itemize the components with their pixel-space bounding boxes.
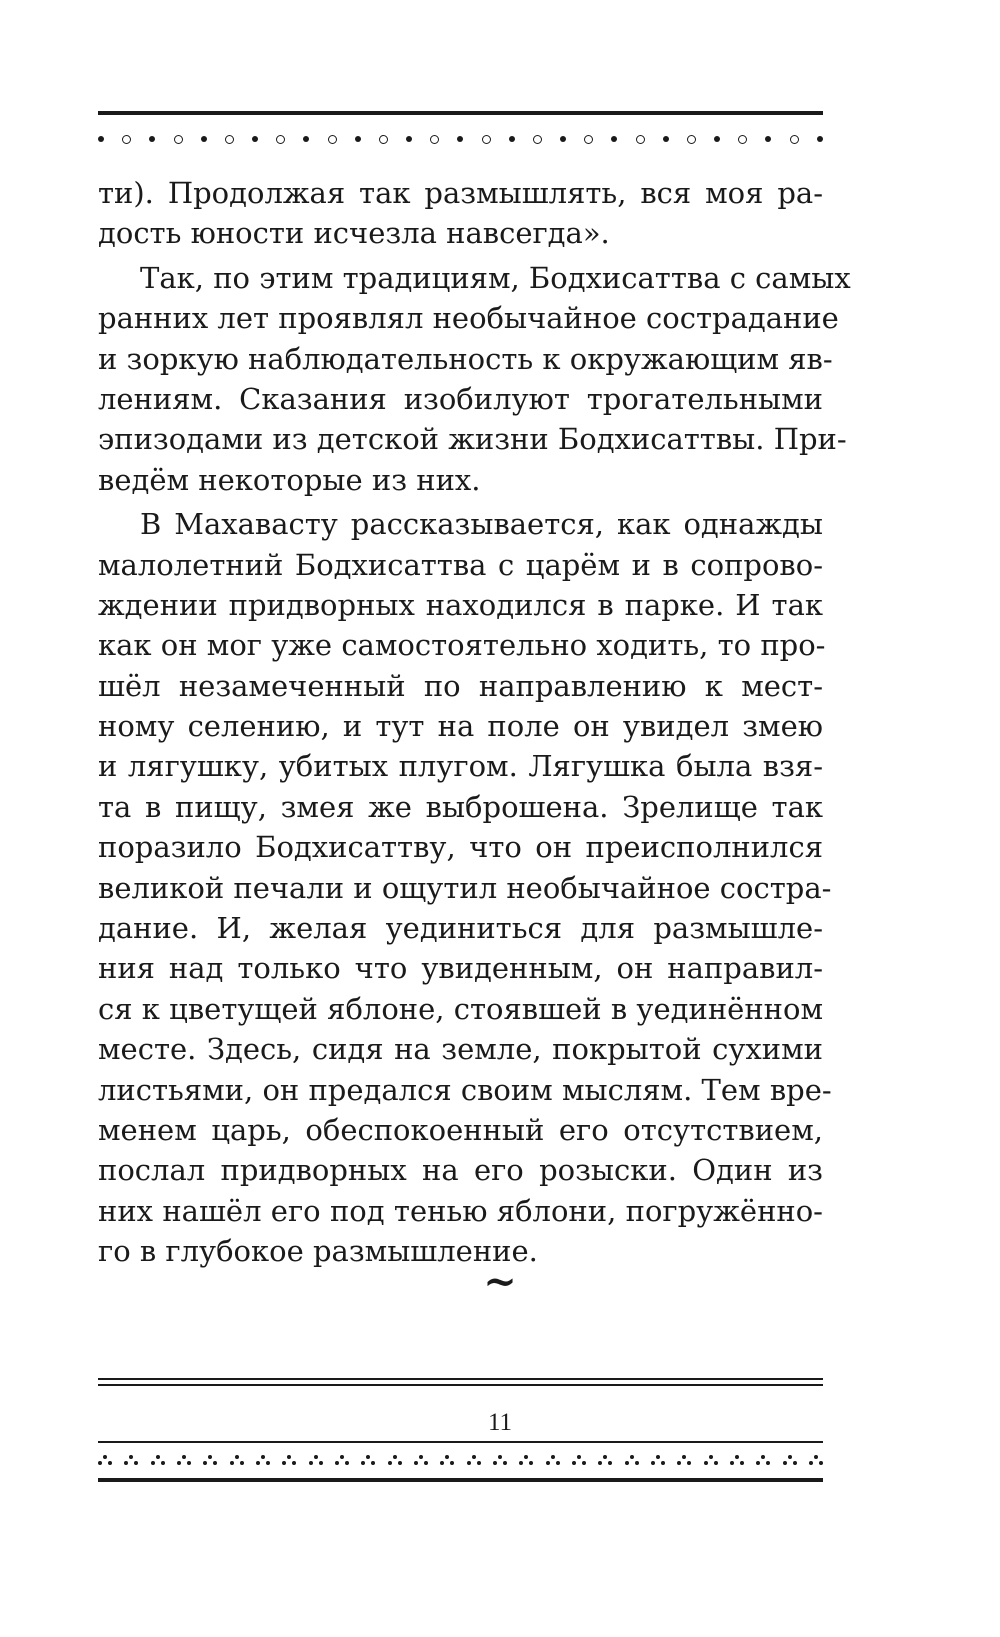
ornament-triangle-icon — [203, 1455, 217, 1465]
ornament-ring-icon — [122, 135, 131, 144]
ornament-triangle-icon — [282, 1455, 296, 1465]
text-line: ранних лет проявлял необычайное сострадание — [98, 301, 839, 336]
ornament-dot-icon — [457, 136, 463, 142]
ornament-dot-icon — [406, 136, 412, 142]
ornament-triangle-icon — [335, 1455, 349, 1465]
text-line: В Махавасту рассказывается, как однажды — [140, 507, 823, 542]
text-line: листьями, он предался своим мыслям. Тем вре- — [98, 1072, 832, 1107]
ornament-ring-icon — [687, 135, 696, 144]
text-line: Так, по этим традициям, Бодхисаттва с самых — [140, 260, 851, 295]
ornament-dot-icon — [303, 136, 309, 142]
text-line: малолетний Бодхисаттва с царём и в сопрово- — [98, 547, 823, 582]
ornament-dot-icon — [149, 136, 155, 142]
text-line: дание. И, желая уединиться для размышле- — [98, 911, 823, 946]
ornament-triangle-icon — [519, 1455, 533, 1465]
ornament-triangle-icon — [256, 1455, 270, 1465]
ornament-dot-icon — [663, 136, 669, 142]
ornament-triangle-icon — [756, 1455, 770, 1465]
ornament-triangle-icon — [598, 1455, 612, 1465]
ornament-triangle-icon — [414, 1455, 428, 1465]
ornament-triangle-icon — [651, 1455, 665, 1465]
ornament-dot-icon — [201, 136, 207, 142]
ornament-triangle-icon — [493, 1455, 507, 1465]
footer-rule-mid — [98, 1441, 823, 1443]
ornament-ring-icon — [225, 135, 234, 144]
text-line: лениям. Сказания изобилуют трогательными — [98, 381, 823, 416]
text-line: менем царь, обеспокоенный его отсутствием, — [98, 1112, 823, 1147]
ornament-triangle-icon — [677, 1455, 691, 1465]
ornament-ring-icon — [636, 135, 645, 144]
ornament-ring-icon — [584, 135, 593, 144]
section-end-mark: ~ — [483, 1258, 517, 1305]
ornament-ring-icon — [379, 135, 388, 144]
text-line: дость юности исчезла навсегда». — [98, 216, 610, 251]
ornament-triangle-icon — [467, 1455, 481, 1465]
ornament-dot-icon — [509, 136, 515, 142]
ornament-triangle-icon — [783, 1455, 797, 1465]
ornament-triangle-icon — [730, 1455, 744, 1465]
ornament-triangle-icon — [704, 1455, 718, 1465]
ornament-triangle-icon — [309, 1455, 323, 1465]
paragraph-p1 — [98, 173, 823, 254]
ornament-ring-icon — [482, 135, 491, 144]
footer-ornament-row — [98, 1454, 823, 1466]
page-number: 11 — [487, 1409, 513, 1436]
ornament-triangle-icon — [572, 1455, 586, 1465]
ornament-triangle-icon — [151, 1455, 165, 1465]
text-line: ти). Продолжая так размышлять, вся моя ра- — [98, 176, 823, 210]
body-text — [98, 173, 851, 1272]
paragraph-p3 — [98, 504, 832, 1271]
header-rule-top — [98, 111, 823, 115]
paragraph-p2 — [98, 258, 851, 500]
ornament-dot-icon — [817, 136, 823, 142]
text-line: них нашёл его под тенью яблони, погружённо- — [98, 1193, 823, 1228]
ornament-triangle-icon — [98, 1455, 112, 1465]
ornament-dot-icon — [252, 136, 258, 142]
text-line: как он мог уже самостоятельно ходить, то про- — [98, 628, 826, 663]
ornament-dot-icon — [560, 136, 566, 142]
footer-rule-bottom — [98, 1478, 823, 1482]
text-line: шёл незамеченный по направлению к мест- — [98, 668, 823, 703]
ornament-ring-icon — [533, 135, 542, 144]
text-line: ному селению, и тут на поле он увидел змею — [98, 709, 823, 744]
ornament-ring-icon — [174, 135, 183, 144]
ornament-triangle-icon — [230, 1455, 244, 1465]
ornament-dot-icon — [355, 136, 361, 142]
ornament-dot-icon — [714, 136, 720, 142]
footer-rule-top-2 — [98, 1384, 823, 1386]
ornament-ring-icon — [276, 135, 285, 144]
ornament-triangle-icon — [809, 1455, 823, 1465]
ornament-ring-icon — [738, 135, 747, 144]
ornament-ring-icon — [328, 135, 337, 144]
text-line: ния над только что увиденным, он направил- — [98, 951, 823, 986]
ornament-dot-icon — [611, 136, 617, 142]
ornament-triangle-icon — [625, 1455, 639, 1465]
text-line: та в пищу, змея же выброшена. Зрелище так — [98, 789, 823, 824]
text-line: послал придворных на его розыски. Один из — [98, 1153, 823, 1188]
text-line: великой печали и ощутил необычайное состра- — [98, 870, 832, 905]
text-line: месте. Здесь, сидя на земле, покрытой сухими — [98, 1032, 823, 1067]
ornament-dot-icon — [765, 136, 771, 142]
ornament-triangle-icon — [546, 1455, 560, 1465]
text-line: и лягушку, убитых плугом. Лягушка была взя- — [98, 749, 823, 784]
text-line: эпизодами из детской жизни Бодхисаттвы. При- — [98, 422, 847, 457]
ornament-dot-icon — [98, 136, 104, 142]
ornament-ring-icon — [430, 135, 439, 144]
ornament-triangle-icon — [124, 1455, 138, 1465]
ornament-triangle-icon — [440, 1455, 454, 1465]
header-ornament-row — [98, 133, 823, 145]
ornament-triangle-icon — [361, 1455, 375, 1465]
text-line: ведём некоторые из них. — [98, 462, 481, 497]
ornament-triangle-icon — [388, 1455, 402, 1465]
text-line: ждении придворных находился в парке. И так — [98, 587, 823, 622]
ornament-triangle-icon — [177, 1455, 191, 1465]
text-line: ся к цветущей яблоне, стоявшей в уединённом — [98, 991, 823, 1026]
text-line: и зоркую наблюдательность к окружающим яв- — [98, 341, 833, 376]
footer-rule-top-1 — [98, 1378, 823, 1380]
ornament-ring-icon — [790, 135, 799, 144]
text-line: го в глубокое размышление. — [98, 1234, 538, 1269]
text-line: поразило Бодхисаттву, что он преисполнился — [98, 830, 823, 865]
